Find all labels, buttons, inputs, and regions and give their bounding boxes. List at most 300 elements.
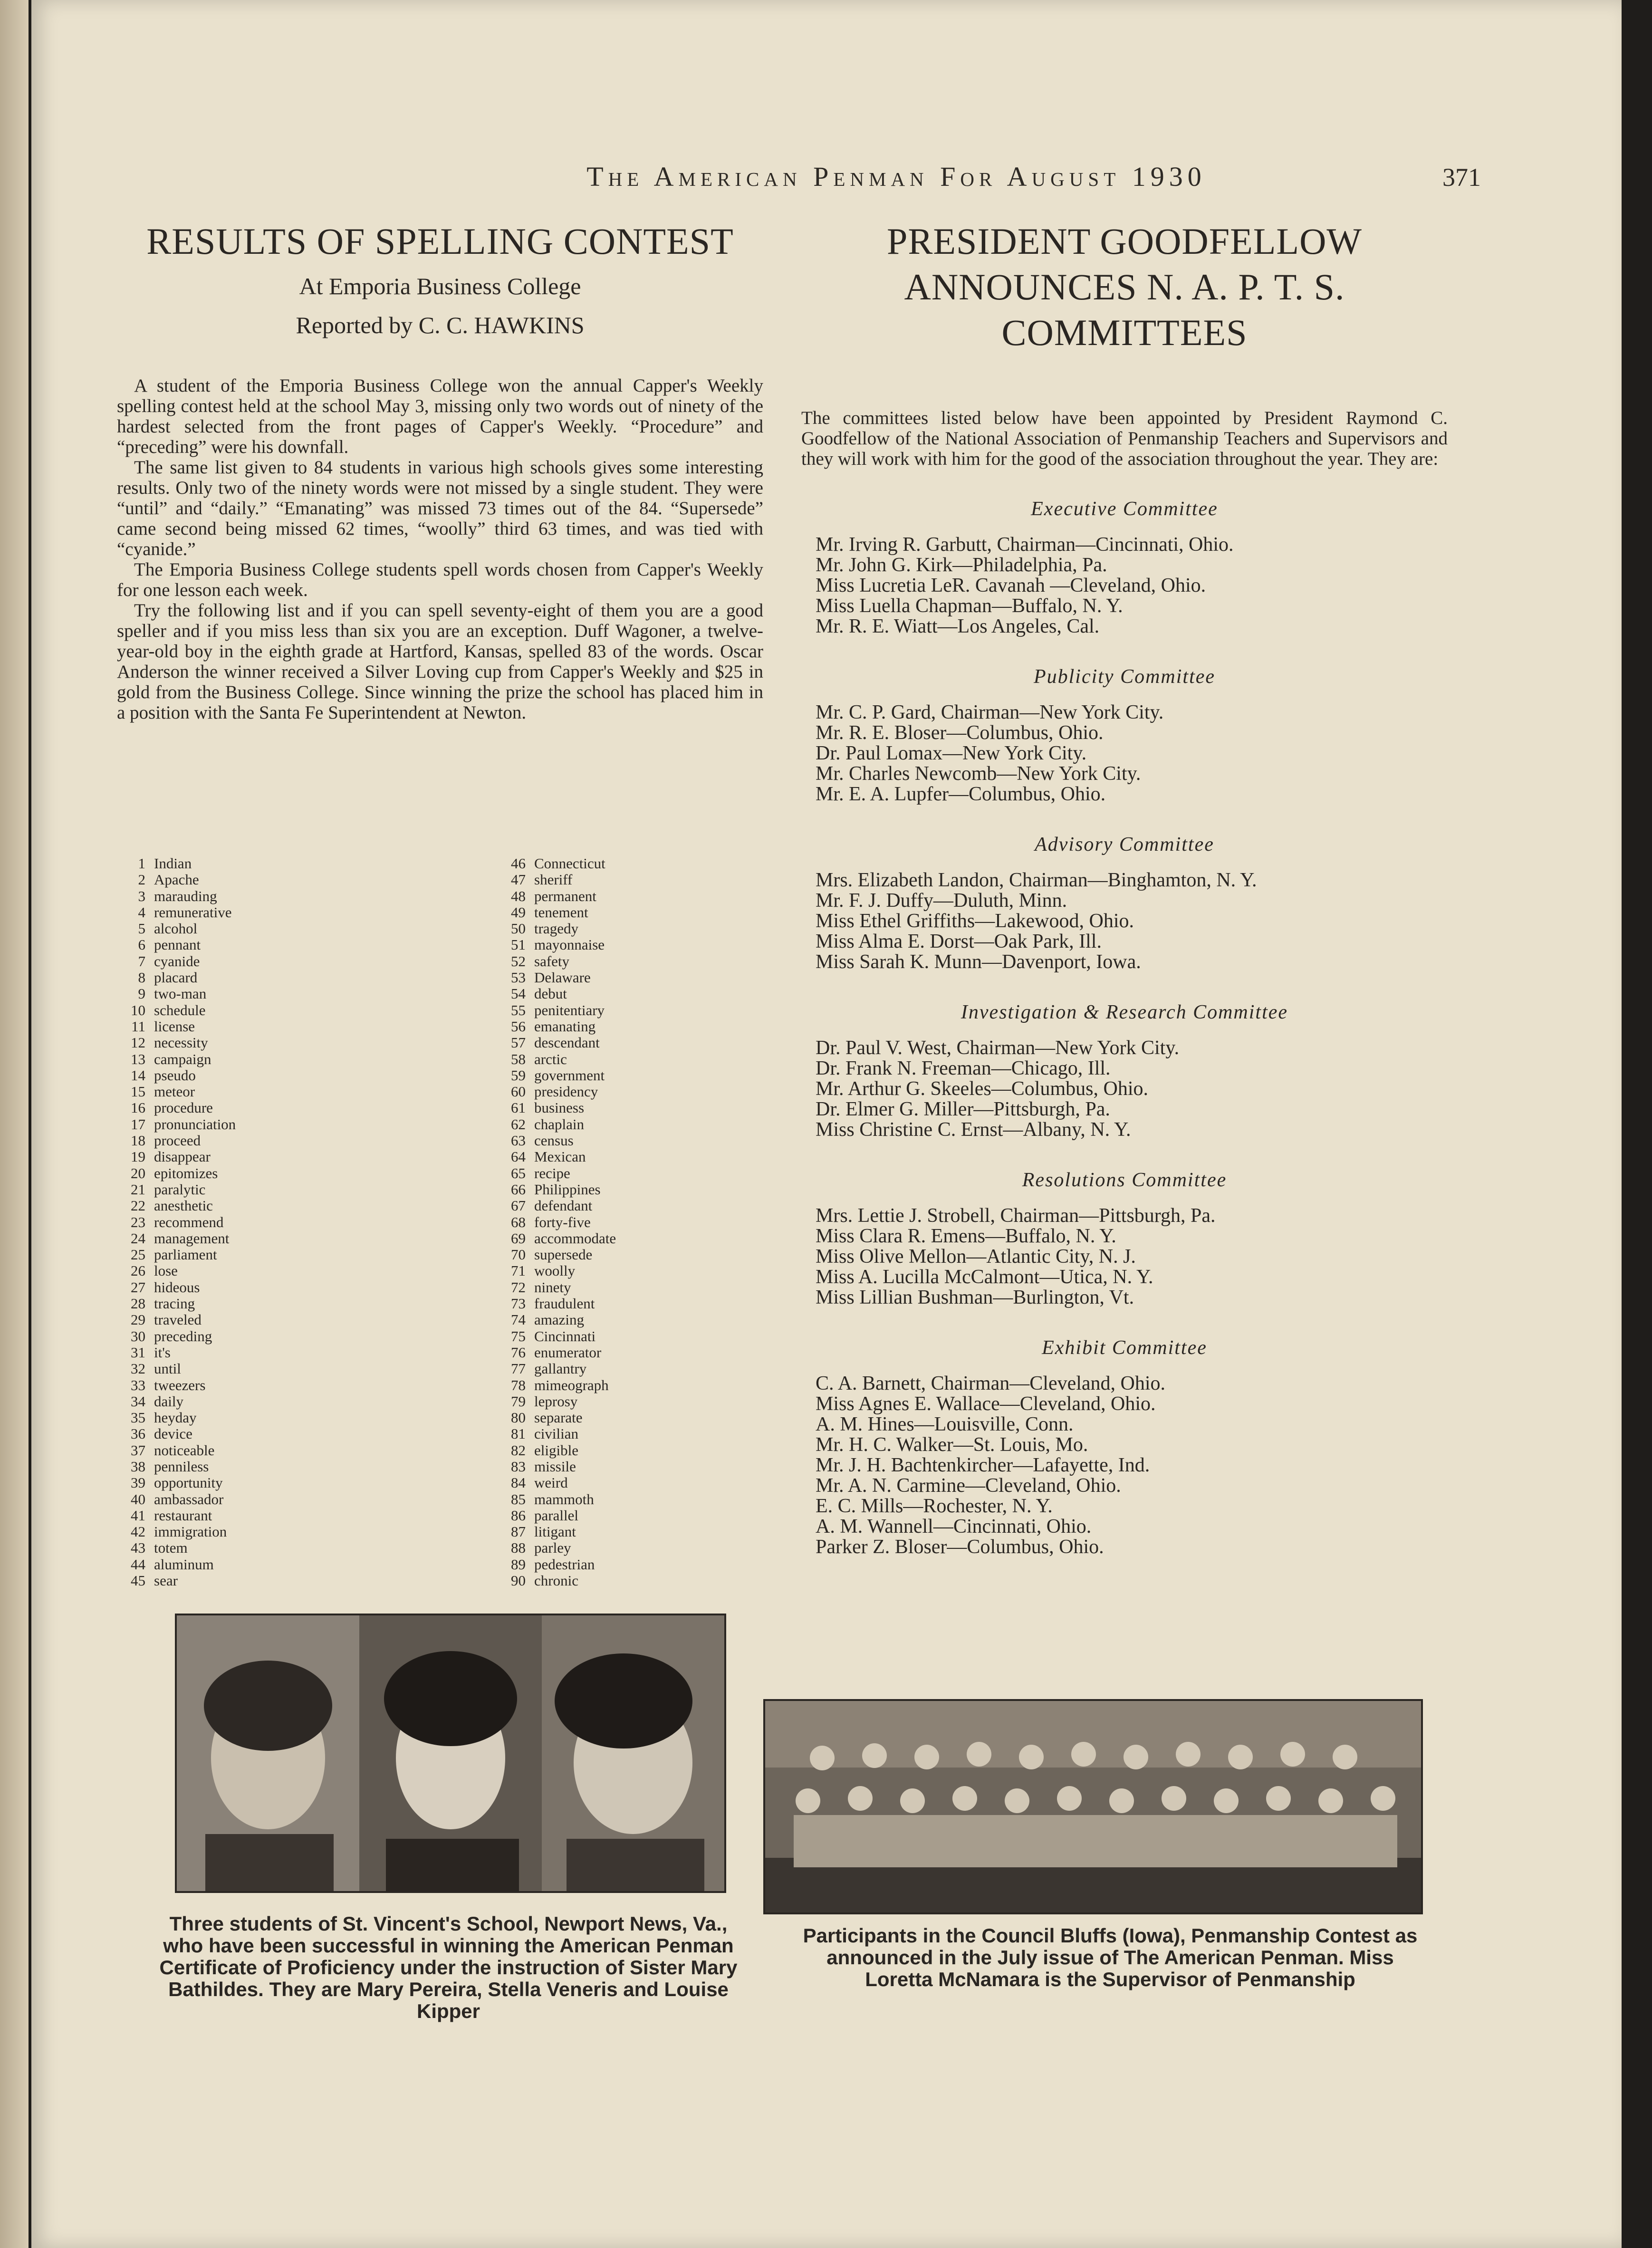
word-number: 12 <box>131 1034 145 1051</box>
word-list-item <box>117 904 236 921</box>
word: government <box>534 1066 605 1084</box>
word-list-item <box>117 1475 236 1491</box>
word-list-item <box>497 1182 616 1198</box>
word-list-item <box>497 1573 616 1589</box>
word: debut <box>534 985 567 1002</box>
word: heyday <box>154 1409 197 1426</box>
word-list-item <box>497 1247 616 1263</box>
word: descendant <box>534 1034 600 1051</box>
word: restaurant <box>154 1507 212 1524</box>
committee-section <box>801 1169 1448 1308</box>
word-list-column-2 <box>497 855 616 1589</box>
word: gallantry <box>534 1360 587 1377</box>
word: Delaware <box>534 969 591 986</box>
word: mayonnaise <box>534 936 605 953</box>
word: totem <box>154 1539 188 1556</box>
word-number: 71 <box>511 1262 526 1279</box>
word-list-item <box>497 1524 616 1540</box>
word-list-item <box>117 937 236 953</box>
word-list-item <box>117 1377 236 1393</box>
word-list-item <box>497 1230 616 1247</box>
word-number: 8 <box>138 969 145 986</box>
word-number: 90 <box>511 1572 526 1589</box>
word-list-item <box>497 1426 616 1442</box>
committee-member: Mr. Charles Newcomb—New York City. <box>816 763 1141 785</box>
word: forty-five <box>534 1213 591 1230</box>
word-number: 59 <box>511 1066 526 1084</box>
committee-member: Miss Christine C. Ernst—Albany, N. Y. <box>816 1119 1131 1141</box>
word-list-item <box>497 1279 616 1296</box>
word-list-item <box>117 1328 236 1345</box>
word: procedure <box>154 1099 213 1116</box>
word: presidency <box>534 1083 598 1100</box>
committee-member: E. C. Mills—Rochester, N. Y. <box>816 1495 1053 1517</box>
word: tragedy <box>534 920 578 937</box>
paragraph: A student of the Emporia Business College won the annual Capper's Weekly spelling contest held at the school May 3, missing only two words out of ninety of the hardest selected from the front pages of Capper's Weekly. “Procedure” and “preceding” were his downfall. <box>117 375 763 457</box>
word-number: 7 <box>138 952 145 970</box>
word-number: 36 <box>131 1425 145 1442</box>
committee-member: Mrs. Lettie J. Strobell, Chairman—Pittsburgh, Pa. <box>816 1205 1216 1227</box>
committee-member: Miss Ethel Griffiths—Lakewood, Ohio. <box>816 910 1134 932</box>
word-number: 63 <box>511 1132 526 1149</box>
word-number: 87 <box>511 1523 526 1540</box>
word: civilian <box>534 1425 578 1442</box>
word-list-item <box>497 1116 616 1133</box>
word: parley <box>534 1539 571 1556</box>
word-list-item <box>117 1149 236 1165</box>
word: parallel <box>534 1507 578 1524</box>
word-number: 61 <box>511 1099 526 1116</box>
committee-member: Miss Alma E. Dorst—Oak Park, Ill. <box>816 931 1102 952</box>
word-list-item <box>117 921 236 937</box>
word: woolly <box>534 1262 576 1279</box>
committee-member: A. M. Hines—Louisville, Conn. <box>816 1413 1074 1435</box>
word-list-item <box>497 1149 616 1165</box>
page-number: 371 <box>1442 163 1481 192</box>
word-list-item <box>117 1459 236 1475</box>
committee-section <box>801 1336 1448 1557</box>
word: ninety <box>534 1278 571 1296</box>
word-number: 39 <box>131 1474 145 1491</box>
spelling-contest-article <box>117 219 763 1589</box>
word: emanating <box>534 1018 596 1035</box>
word: Philippines <box>534 1181 601 1198</box>
committee-member: Mr. J. H. Bachtenkircher—Lafayette, Ind. <box>816 1454 1150 1476</box>
council-bluffs-group-photo <box>763 1699 1423 1914</box>
students-portrait-photo <box>175 1614 726 1893</box>
word-list-item <box>497 1002 616 1018</box>
word: business <box>534 1099 585 1116</box>
word-list-item <box>117 1084 236 1100</box>
word-list-item <box>497 1100 616 1116</box>
word-number: 41 <box>131 1507 145 1524</box>
word-list-item <box>497 1067 616 1084</box>
word-number: 20 <box>131 1164 145 1182</box>
paragraph: The Emporia Business College students spell words chosen from Capper's Weekly for one lesson each week. <box>117 559 763 600</box>
committee-member: C. A. Barnett, Chairman—Cleveland, Ohio. <box>816 1373 1166 1394</box>
left-page-edge <box>0 0 29 2248</box>
word: cyanide <box>154 952 200 970</box>
committee-member: Mr. R. E. Bloser—Columbus, Ohio. <box>816 722 1104 744</box>
word-number: 53 <box>511 969 526 986</box>
word-list-item <box>117 1426 236 1442</box>
committee-title: Exhibit Committee <box>1042 1337 1207 1359</box>
word-list-item <box>117 1230 236 1247</box>
word: noticeable <box>154 1441 215 1459</box>
word-list-item <box>117 970 236 986</box>
word: pennant <box>154 936 201 953</box>
word: necessity <box>154 1034 208 1051</box>
word-list-item <box>497 1442 616 1459</box>
word-number: 80 <box>511 1409 526 1426</box>
word: placard <box>154 969 198 986</box>
word: alcohol <box>154 920 198 937</box>
word: eligible <box>534 1441 578 1459</box>
word-number: 23 <box>131 1213 145 1230</box>
word: ambassador <box>154 1490 224 1508</box>
word-number: 11 <box>131 1018 145 1035</box>
word-number: 4 <box>138 903 145 921</box>
word: remunerative <box>154 903 232 921</box>
word-number: 3 <box>138 887 145 904</box>
committee-member: Miss Sarah K. Munn—Davenport, Iowa. <box>816 951 1141 973</box>
word-list-item <box>497 888 616 904</box>
word-list-item <box>497 872 616 888</box>
word-list-item <box>117 1263 236 1279</box>
word: amazing <box>534 1311 585 1328</box>
word: anesthetic <box>154 1197 213 1214</box>
word: pseudo <box>154 1066 196 1084</box>
word: tenement <box>534 903 588 921</box>
word-list-item <box>117 888 236 904</box>
word-list-item <box>117 1296 236 1312</box>
word-number: 51 <box>511 936 526 953</box>
word-number: 17 <box>131 1115 145 1133</box>
word-number: 2 <box>138 871 145 888</box>
word: weird <box>534 1474 568 1491</box>
word-number: 15 <box>131 1083 145 1100</box>
word-number: 72 <box>511 1278 526 1296</box>
word: meteor <box>154 1083 195 1100</box>
word-list-item <box>117 1279 236 1296</box>
committee-title: Resolutions Committee <box>1022 1169 1227 1191</box>
committee-member: Dr. Paul V. West, Chairman—New York City. <box>816 1037 1180 1059</box>
word-number: 18 <box>131 1132 145 1149</box>
word-number: 84 <box>511 1474 526 1491</box>
word: preceding <box>154 1327 212 1345</box>
word-list-item <box>497 921 616 937</box>
word-list-item <box>497 1361 616 1377</box>
word-list-item <box>497 1508 616 1524</box>
word: mimeograph <box>534 1376 609 1393</box>
word-number: 32 <box>131 1360 145 1377</box>
word: Cincinnati <box>534 1327 596 1345</box>
word: tweezers <box>154 1376 206 1393</box>
word-number: 69 <box>511 1230 526 1247</box>
word-list-item <box>117 1508 236 1524</box>
word: marauding <box>154 887 217 904</box>
word-number: 79 <box>511 1393 526 1410</box>
committee-member: Parker Z. Bloser—Columbus, Ohio. <box>816 1536 1104 1558</box>
word-list-item <box>497 1410 616 1426</box>
portrait-illustration <box>177 1615 724 1891</box>
word: mammoth <box>534 1490 594 1508</box>
word-number: 6 <box>138 936 145 953</box>
word-list-item <box>117 872 236 888</box>
word-number: 60 <box>511 1083 526 1100</box>
word-list-item <box>117 1035 236 1051</box>
word: Apache <box>154 871 199 888</box>
word-number: 89 <box>511 1556 526 1573</box>
word-list-item <box>497 1459 616 1475</box>
word-list-item <box>117 1540 236 1556</box>
word-number: 62 <box>511 1115 526 1133</box>
word-list-item <box>117 1133 236 1149</box>
word-list-item <box>117 855 236 872</box>
word-number: 31 <box>131 1344 145 1361</box>
article-title: PRESIDENT GOODFELLOW ANNOUNCES N. A. P. T. S. COMMITTEES <box>886 221 1363 353</box>
word-list-item <box>497 970 616 986</box>
word-number: 38 <box>131 1458 145 1475</box>
word-number: 81 <box>511 1425 526 1442</box>
word: fraudulent <box>534 1295 595 1312</box>
word: penitentiary <box>534 1001 605 1018</box>
word-list-item <box>117 1051 236 1067</box>
committee-member: A. M. Wannell—Cincinnati, Ohio. <box>816 1516 1092 1537</box>
word-list-item <box>117 1002 236 1018</box>
word-number: 78 <box>511 1376 526 1393</box>
committee-member: Mr. Arthur G. Skeeles—Columbus, Ohio. <box>816 1078 1148 1100</box>
word: device <box>154 1425 192 1442</box>
word-list-item <box>117 1247 236 1263</box>
word: license <box>154 1018 195 1035</box>
word-number: 9 <box>138 985 145 1002</box>
word-list-item <box>497 1133 616 1149</box>
word-list-item <box>497 953 616 970</box>
word-list-item <box>117 1442 236 1459</box>
word-list-item <box>497 937 616 953</box>
word-number: 43 <box>131 1539 145 1556</box>
committee-member: Dr. Frank N. Freeman—Chicago, Ill. <box>816 1057 1111 1079</box>
word: epitomizes <box>154 1164 218 1182</box>
word-list-item <box>117 1410 236 1426</box>
paragraph: Try the following list and if you can spell seventy-eight of them you are a good speller and if you miss less than six you are an exception. Duff Wagoner, a twelve-year-old boy in the eighth grade at Hartford, Kansas, spelled 83 of the words. Oscar Anderson the winner received a Silver Loving cup from Capper's Weekly and $25 in gold from the Business College. Since winning the prize the school has placed him in a position with the Santa Fe Superintendent at Newton. <box>117 600 763 723</box>
word: defendant <box>534 1197 593 1214</box>
word-number: 46 <box>511 855 526 872</box>
word-number: 66 <box>511 1181 526 1198</box>
word: permanent <box>534 887 596 904</box>
word: safety <box>534 952 570 970</box>
word-number: 16 <box>131 1099 145 1116</box>
word: management <box>154 1230 230 1247</box>
word-number: 68 <box>511 1213 526 1230</box>
word-number: 30 <box>131 1327 145 1345</box>
committee-list <box>801 498 1448 1557</box>
word-list-item <box>117 1214 236 1230</box>
running-header: The American Penman For August 1930 <box>586 161 1206 192</box>
word-list-item <box>497 1377 616 1393</box>
committee-member: Miss Luella Chapman—Buffalo, N. Y. <box>816 595 1123 617</box>
word-list-item <box>117 953 236 970</box>
word-number: 47 <box>511 871 526 888</box>
word-number: 88 <box>511 1539 526 1556</box>
word-list-item <box>117 1524 236 1540</box>
word-number: 82 <box>511 1441 526 1459</box>
word: Indian <box>154 855 192 872</box>
word-list-item <box>497 1296 616 1312</box>
word-number: 21 <box>131 1181 145 1198</box>
word-list-item <box>117 1067 236 1084</box>
committee-member: Miss Agnes E. Wallace—Cleveland, Ohio. <box>816 1393 1156 1415</box>
word: missile <box>534 1458 576 1475</box>
word: parliament <box>154 1246 217 1263</box>
word: campaign <box>154 1050 211 1067</box>
magazine-page <box>31 0 1622 2248</box>
word-number: 24 <box>131 1230 145 1247</box>
word: enumerator <box>534 1344 602 1361</box>
word: leprosy <box>534 1393 578 1410</box>
article-byline: Reported by C. C. HAWKINS <box>296 312 585 338</box>
word-number: 1 <box>138 855 145 872</box>
word: two-man <box>154 985 207 1002</box>
committee-member: Miss Clara R. Emens—Buffalo, N. Y. <box>816 1225 1116 1247</box>
word-number: 13 <box>131 1050 145 1067</box>
word: pedestrian <box>534 1556 595 1573</box>
word-list-item <box>117 986 236 1002</box>
word: arctic <box>534 1050 567 1067</box>
word-list-item <box>497 1198 616 1214</box>
committee-member: Mr. Irving R. Garbutt, Chairman—Cincinnati, Ohio. <box>816 534 1234 556</box>
word-number: 29 <box>131 1311 145 1328</box>
word-list-item <box>497 1214 616 1230</box>
word-number: 64 <box>511 1148 526 1165</box>
word-number: 58 <box>511 1050 526 1067</box>
word: supersede <box>534 1246 593 1263</box>
committee-member: Mr. F. J. Duffy—Duluth, Minn. <box>816 890 1067 912</box>
word-number: 76 <box>511 1344 526 1361</box>
committee-member: Mr. R. E. Wiatt—Los Angeles, Cal. <box>816 615 1100 637</box>
word: until <box>154 1360 181 1377</box>
word-number: 48 <box>511 887 526 904</box>
word-list-column-1 <box>117 855 236 1589</box>
word-number: 73 <box>511 1295 526 1312</box>
word-list-item <box>117 1165 236 1182</box>
word-number: 19 <box>131 1148 145 1165</box>
group-photo-caption: Participants in the Council Bluffs (Iowa), Penmanship Contest as announced in the July issue of The American Penman. Miss Loretta McNamara is the Supervisor of Penmanship <box>803 1924 1418 1990</box>
word-list-item <box>117 1345 236 1361</box>
word: immigration <box>154 1523 227 1540</box>
word: opportunity <box>154 1474 223 1491</box>
word-list-item <box>117 1573 236 1589</box>
word: chaplain <box>534 1115 585 1133</box>
word: hideous <box>154 1278 200 1296</box>
word-number: 27 <box>131 1278 145 1296</box>
word: traveled <box>154 1311 202 1328</box>
article-title: RESULTS OF SPELLING CONTEST <box>146 221 734 262</box>
committee-title: Advisory Committee <box>1035 834 1214 855</box>
word-list-item <box>497 1165 616 1182</box>
word-list-item <box>117 1198 236 1214</box>
word-number: 85 <box>511 1490 526 1508</box>
word-list-item <box>117 1116 236 1133</box>
word-list-item <box>497 1035 616 1051</box>
word-number: 86 <box>511 1507 526 1524</box>
word-number: 49 <box>511 903 526 921</box>
word: daily <box>154 1393 183 1410</box>
word-list-item <box>497 904 616 921</box>
word: tracing <box>154 1295 195 1312</box>
word-number: 45 <box>131 1572 145 1589</box>
committees-article <box>801 219 1448 1557</box>
word: census <box>534 1132 574 1149</box>
word: recipe <box>534 1164 570 1182</box>
word-number: 55 <box>511 1001 526 1018</box>
word-number: 67 <box>511 1197 526 1214</box>
committee-member: Mr. E. A. Lupfer—Columbus, Ohio. <box>816 783 1106 805</box>
committee-member: Mr. H. C. Walker—St. Louis, Mo. <box>816 1434 1088 1456</box>
word-number: 28 <box>131 1295 145 1312</box>
word-number: 74 <box>511 1311 526 1328</box>
word-list-item <box>117 1018 236 1035</box>
committee-member: Miss Lillian Bushman—Burlington, Vt. <box>816 1287 1134 1308</box>
word-number: 83 <box>511 1458 526 1475</box>
word-number: 33 <box>131 1376 145 1393</box>
word-number: 56 <box>511 1018 526 1035</box>
committee-title: Publicity Committee <box>1033 666 1216 688</box>
word-list-item <box>117 1312 236 1328</box>
article-subtitle: At Emporia Business College <box>299 273 581 299</box>
committee-member: Mr. C. P. Gard, Chairman—New York City. <box>816 701 1164 723</box>
word-list-item <box>497 1556 616 1573</box>
word-number: 10 <box>131 1001 145 1018</box>
word-list-item <box>497 855 616 872</box>
word: chronic <box>534 1572 578 1589</box>
committee-section <box>801 833 1448 972</box>
article-body <box>117 375 763 723</box>
word-number: 26 <box>131 1262 145 1279</box>
word-number: 65 <box>511 1164 526 1182</box>
word: it's <box>154 1344 171 1361</box>
committee-member: Miss Olive Mellon—Atlantic City, N. J. <box>816 1246 1136 1268</box>
word-list-item <box>497 1491 616 1508</box>
word: disappear <box>154 1148 211 1165</box>
word: sheriff <box>534 871 573 888</box>
word-number: 77 <box>511 1360 526 1377</box>
word: penniless <box>154 1458 209 1475</box>
word-list-item <box>497 1312 616 1328</box>
word-number: 54 <box>511 985 526 1002</box>
committee-member: Mr. A. N. Carmine—Cleveland, Ohio. <box>816 1475 1121 1497</box>
article-intro: The committees listed below have been appointed by President Raymond C. Goodfellow of the National Association of Penmanship Teachers and Supervisors and they will work with him for the good of the association throughout the year. They are: <box>801 408 1448 469</box>
word-list-item <box>497 1263 616 1279</box>
word-number: 37 <box>131 1441 145 1459</box>
word: sear <box>154 1572 178 1589</box>
committee-member: Dr. Paul Lomax—New York City. <box>816 742 1087 764</box>
committee-section <box>801 498 1448 637</box>
word-number: 14 <box>131 1066 145 1084</box>
group-photo-illustration <box>765 1701 1421 1912</box>
word-list-item <box>117 1491 236 1508</box>
word-list-item <box>497 1018 616 1035</box>
word-number: 44 <box>131 1556 145 1573</box>
word-list-item <box>117 1361 236 1377</box>
word-number: 75 <box>511 1327 526 1345</box>
word-list-item <box>117 1393 236 1410</box>
word-number: 40 <box>131 1490 145 1508</box>
word-list-item <box>497 1084 616 1100</box>
word-number: 22 <box>131 1197 145 1214</box>
word-list-item <box>497 1328 616 1345</box>
